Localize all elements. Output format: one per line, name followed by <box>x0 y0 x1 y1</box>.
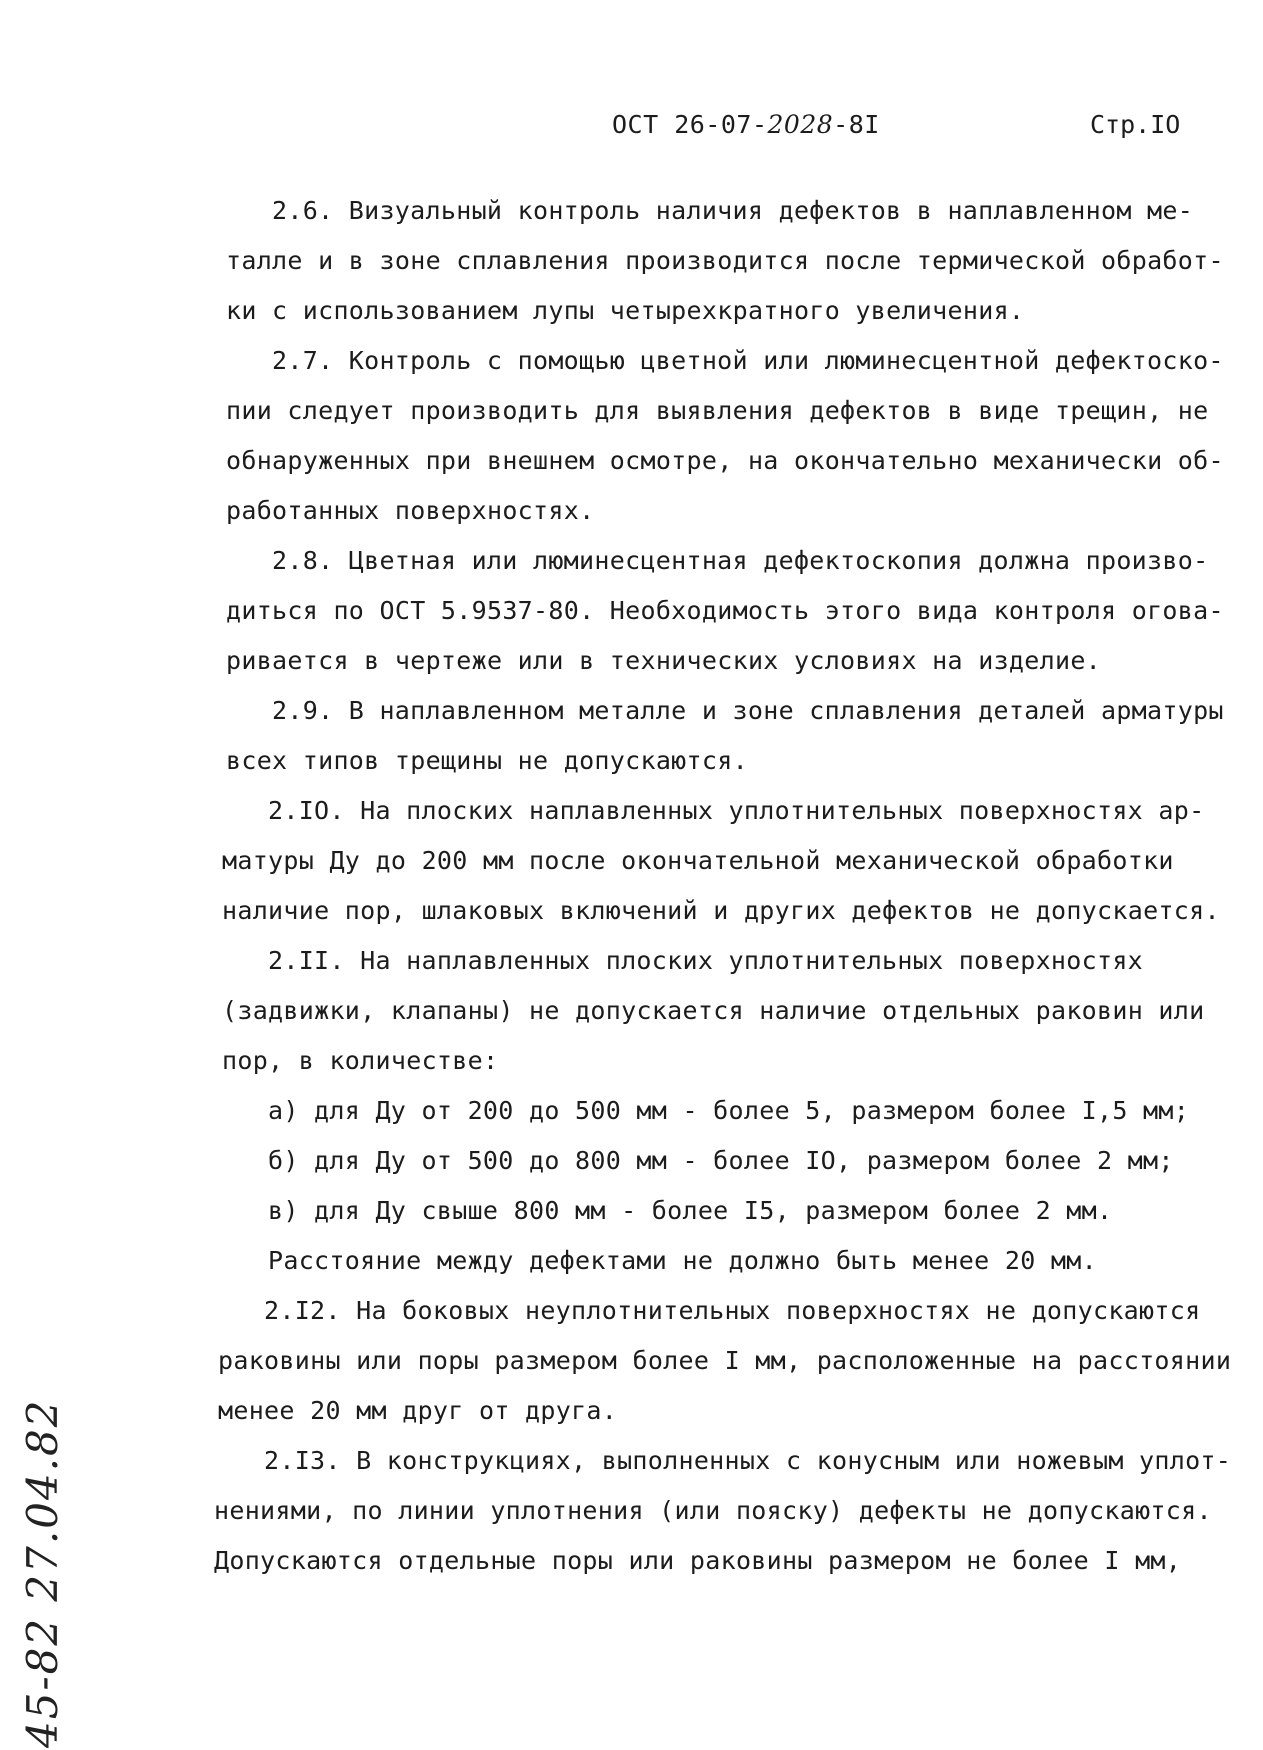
text-line: 2.7. Контроль с помощью цветной или люминесцентной дефектоско- <box>272 346 1224 375</box>
text-line: пор, в количестве: <box>222 1046 499 1075</box>
text-line: обнаруженных при внешнем осмотре, на окончательно механически об- <box>226 446 1224 475</box>
text-line: талле и в зоне сплавления производится после термической обработ- <box>226 246 1224 275</box>
text-line: ки с использованием лупы четырехкратного увеличения. <box>226 296 1025 325</box>
text-line: ривается в чертеже или в технических условиях на изделие. <box>226 646 1102 675</box>
text-line: матуры Ду до 200 мм после окончательной механической обработки <box>222 846 1174 875</box>
text-line: 2.9. В наплавленном металле и зоне сплавления деталей арматуры <box>272 696 1224 725</box>
standard-code-handwritten-number: 2028 <box>767 110 834 139</box>
text-line: 2.IO. На плоских наплавленных уплотнительных поверхностях ар- <box>268 796 1205 825</box>
standard-code-suffix: -8I <box>833 110 880 139</box>
text-line: работанных поверхностях. <box>226 496 595 525</box>
text-line: раковины или поры размером более I мм, расположенные на расстоянии <box>218 1346 1232 1375</box>
text-line: 2.I3. В конструкциях, выполненных с конусным или ножевым уплот- <box>264 1446 1232 1475</box>
text-line: Расстояние между дефектами не должно быть менее 20 мм. <box>268 1246 1097 1275</box>
page-number: Стр.IO <box>1090 110 1181 139</box>
text-line: наличие пор, шлаковых включений и других дефектов не допускается. <box>222 896 1220 925</box>
text-line: нениями, по линии уплотнения (или пояску) дефекты не допускаются. <box>214 1496 1212 1525</box>
list-item: б) для Ду от 500 до 800 мм - более IO, размером более 2 мм; <box>268 1146 1174 1175</box>
text-line: 2.II. На наплавленных плоских уплотнительных поверхностях <box>268 946 1144 975</box>
text-line: (задвижки, клапаны) не допускается наличие отдельных раковин или <box>222 996 1205 1025</box>
handwritten-margin-note: 45-82 27.04.82 <box>18 1398 67 1748</box>
text-line: диться по ОСТ 5.9537-80. Необходимость этого вида контроля огова- <box>226 596 1224 625</box>
standard-code <box>612 110 880 139</box>
text-line: 2.8. Цветная или люминесцентная дефектоскопия должна произво- <box>272 546 1209 575</box>
list-item: в) для Ду свыше 800 мм - более I5, размером более 2 мм. <box>268 1196 1113 1225</box>
list-item: а) для Ду от 200 до 500 мм - более 5, размером более I,5 мм; <box>268 1096 1190 1125</box>
text-line: пии следует производить для выявления дефектов в виде трещин, не <box>226 396 1209 425</box>
text-line: всех типов трещины не допускаются. <box>226 746 748 775</box>
standard-code-prefix: ОСТ 26-07- <box>612 110 768 139</box>
text-line: Допускаются отдельные поры или раковины размером не более I мм, <box>214 1546 1182 1575</box>
text-line: 2.6. Визуальный контроль наличия дефектов в наплавленном ме- <box>272 196 1194 225</box>
text-line: менее 20 мм друг от друга. <box>218 1396 618 1425</box>
text-line: 2.I2. На боковых неуплотнительных поверхностях не допускаются <box>264 1296 1201 1325</box>
